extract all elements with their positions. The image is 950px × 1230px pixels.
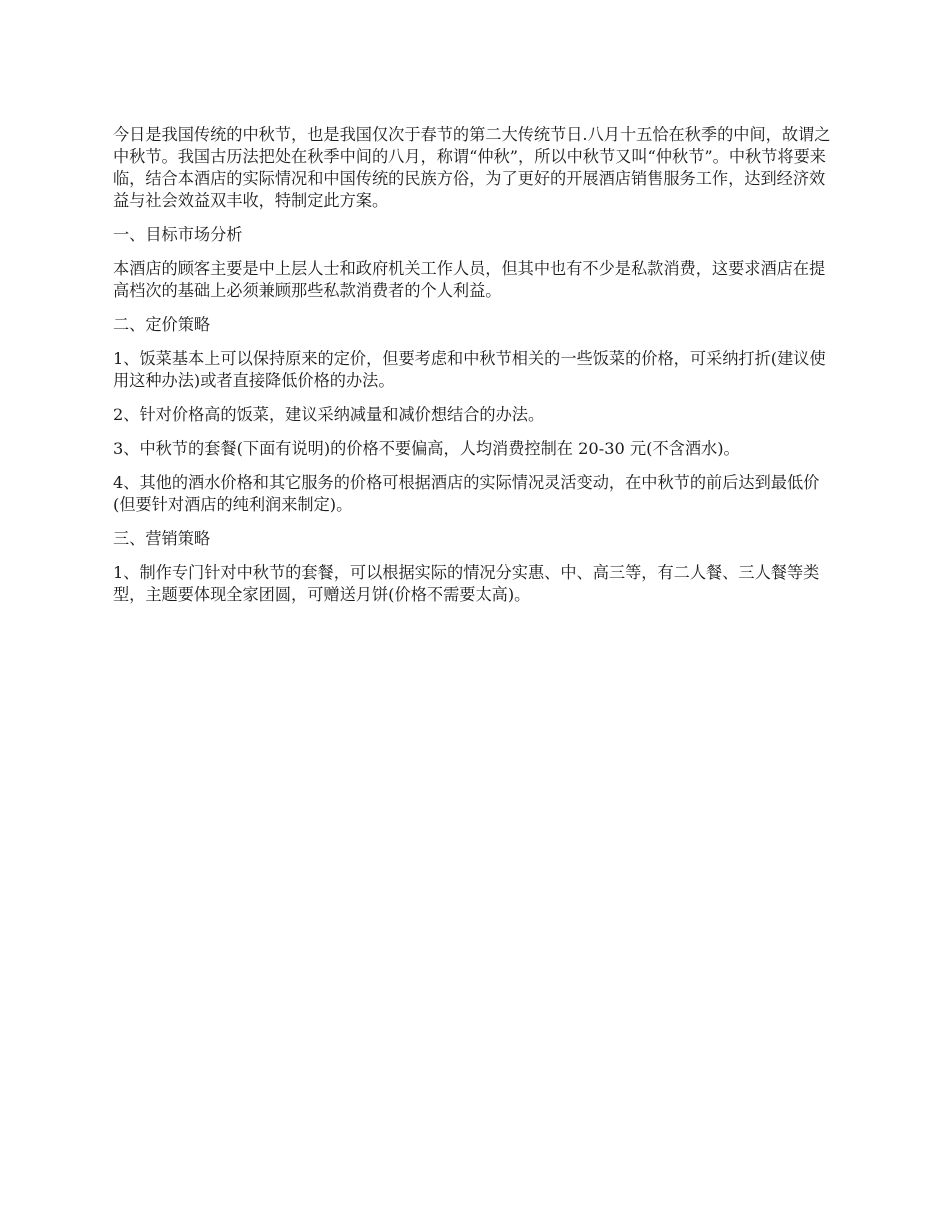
pricing-item-4: 4、其他的酒水价格和其它服务的价格可根据酒店的实际情况灵活变动，在中秋节的前后达到最低价(但要针对酒店的纯利润来制定)。 xyxy=(113,473,820,514)
section-body-target-market: 本酒店的顾客主要是中上层人士和政府机关工作人员，但其中也有不少是私款消费，这要求酒店在提高档次的基础上必须兼顾那些私款消费者的个人利益。 xyxy=(113,259,826,300)
pricing-item-1: 1、饭菜基本上可以保持原来的定价，但要考虑和中秋节相关的一些饭菜的价格，可采纳打折(建议使用这种办法)或者直接降低价格的办法。 xyxy=(113,349,826,390)
section-heading-pricing: 二、定价策略 xyxy=(113,315,211,334)
pricing-item-3: 3、中秋节的套餐(下面有说明)的价格不要偏高，人均消费控制在 20-30 元(不含酒水)。 xyxy=(113,439,740,458)
intro-paragraph: 今日是我国传统的中秋节，也是我国仅次于春节的第二大传统节日.八月十五恰在秋季的中间，故谓之中秋节。我国古历法把处在秋季中间的八月，称谓“仲秋”，所以中秋节又叫“仲秋节”。中秋节将要来临，结合本酒店的实际情况和中国传统的民族方俗，为了更好的开展酒店销售服务工作，达到经济效益与社会效益双丰收，特制定此方案。 xyxy=(113,125,831,210)
section-heading-target-market: 一、目标市场分析 xyxy=(113,225,243,244)
section-heading-marketing: 三、营销策略 xyxy=(113,529,211,548)
marketing-item-1: 1、制作专门针对中秋节的套餐，可以根据实际的情况分实惠、中、高三等，有二人餐、三人餐等类型，主题要体现全家团圆，可赠送月饼(价格不需要太高)。 xyxy=(113,563,820,604)
pricing-item-2: 2、针对价格高的饭菜，建议采纳减量和减价想结合的办法。 xyxy=(113,405,545,424)
document-body xyxy=(113,124,841,618)
